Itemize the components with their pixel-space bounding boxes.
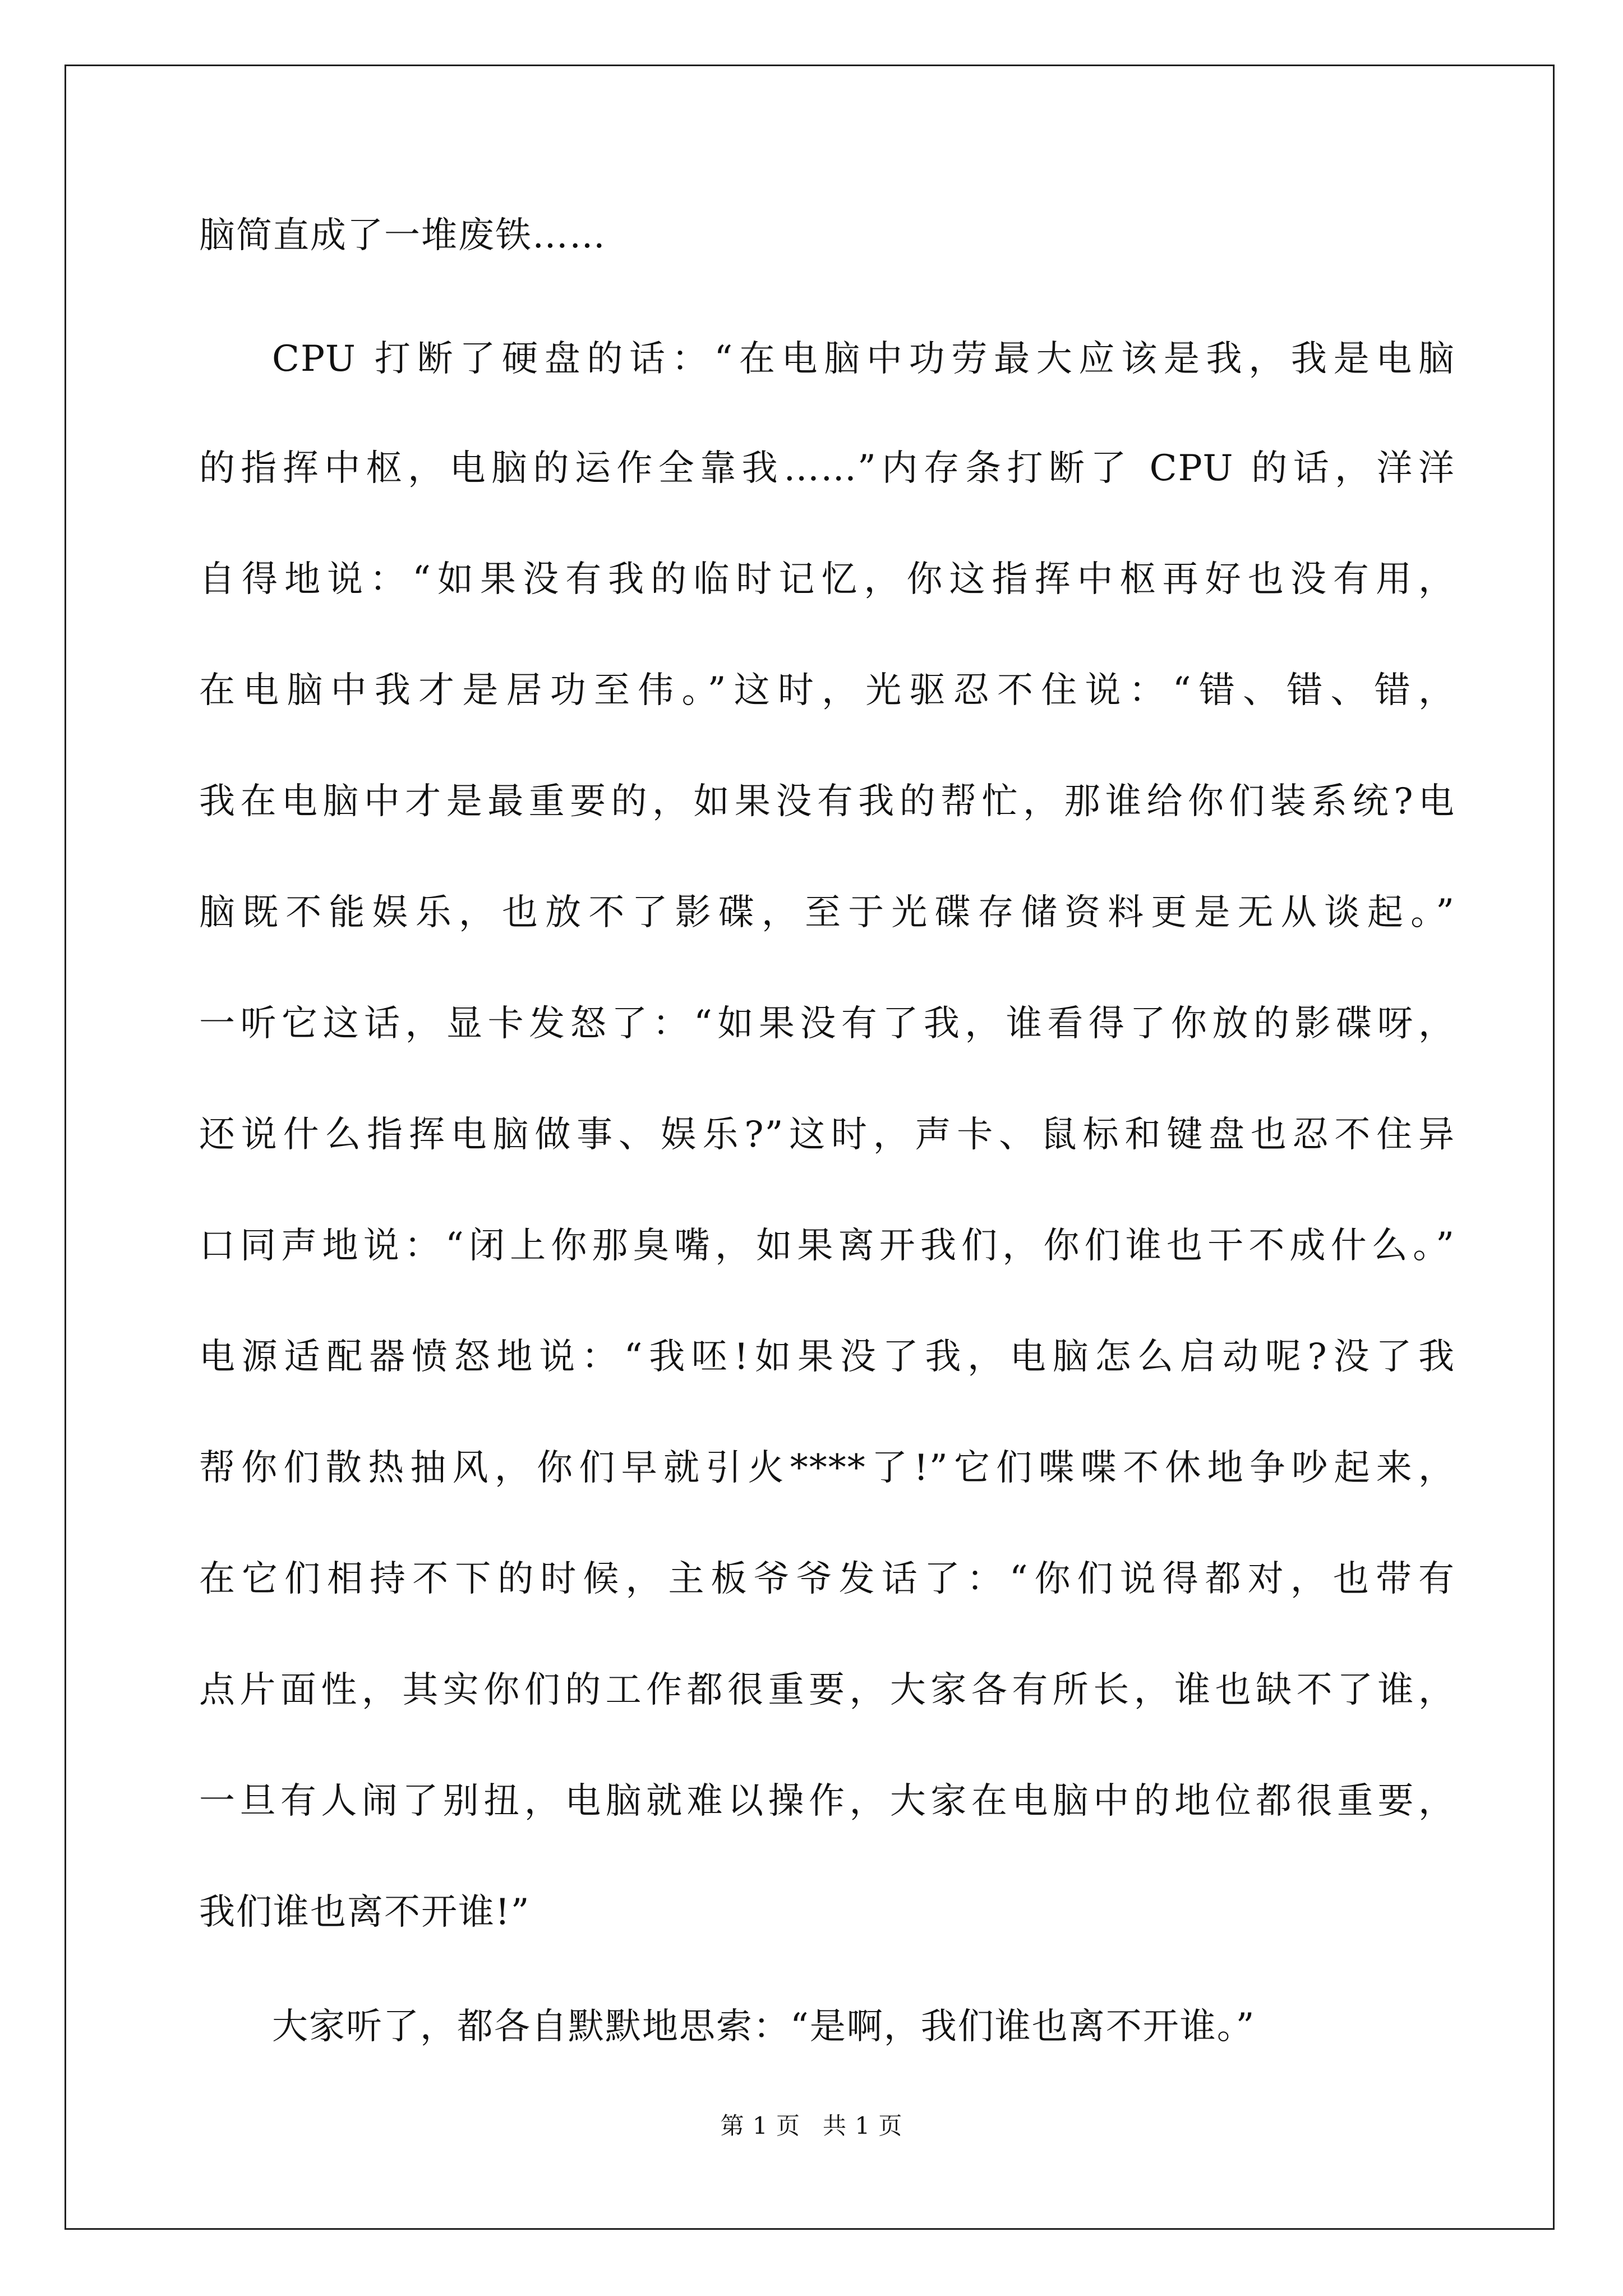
page-footer [0,2109,1623,2143]
text-line-14: 点片面性，其实你们的工作都很重要，大家各有所长，谁也缺不了谁， [199,1669,1455,1711]
text-line-9: 还说什么指挥电脑做事、娱乐?”这时，声卡、鼠标和键盘也忍不住异 [199,1114,1455,1156]
text-line-3: 的指挥中枢，电脑的运作全靠我……”内存条打断了 CPU 的话，洋洋 [199,448,1455,489]
text-line-15: 一旦有人闹了别扭，电脑就难以操作，大家在电脑中的地位都很重要， [199,1780,1455,1822]
page-total: 共 1 页 [823,2112,903,2139]
page-number: 第 1 页 [720,2112,800,2139]
text-line-7: 脑既不能娱乐，也放不了影碟，至于光碟存储资料更是无从谈起。” [199,892,1455,933]
text-line-6: 我在电脑中才是最重要的，如果没有我的帮忙，那谁给你们装系统?电 [199,781,1455,822]
text-line-16: 我们谁也离不开谁!” [199,1892,531,1933]
text-line-13: 在它们相持不下的时候，主板爷爷发话了：“你们说得都对，也带有 [199,1558,1455,1600]
text-line-12: 帮你们散热抽风，你们早就引火****了!”它们喋喋不休地争吵起来， [199,1447,1455,1489]
text-line-2: CPU 打断了硬盘的话：“在电脑中功劳最大应该是我，我是电脑 [272,338,1455,380]
text-line-4: 自得地说：“如果没有我的临时记忆，你这指挥中枢再好也没有用， [199,559,1455,600]
text-line-5: 在电脑中我才是居功至伟。”这时，光驱忍不住说：“错、错、错， [199,670,1455,711]
text-line-17: 大家听了，都各自默默地思索：“是啊，我们谁也离不开谁。” [272,2006,1256,2047]
text-line-10: 口同声地说：“闭上你那臭嘴，如果离开我们，你们谁也干不成什么。” [199,1225,1455,1267]
text-line-1: 脑简直成了一堆废铁…… [199,215,606,256]
text-line-11: 电源适配器愤怒地说：“我呸!如果没了我，电脑怎么启动呢?没了我 [199,1336,1455,1378]
text-line-8: 一听它这话，显卡发怒了：“如果没有了我，谁看得了你放的影碟呀， [199,1003,1455,1045]
